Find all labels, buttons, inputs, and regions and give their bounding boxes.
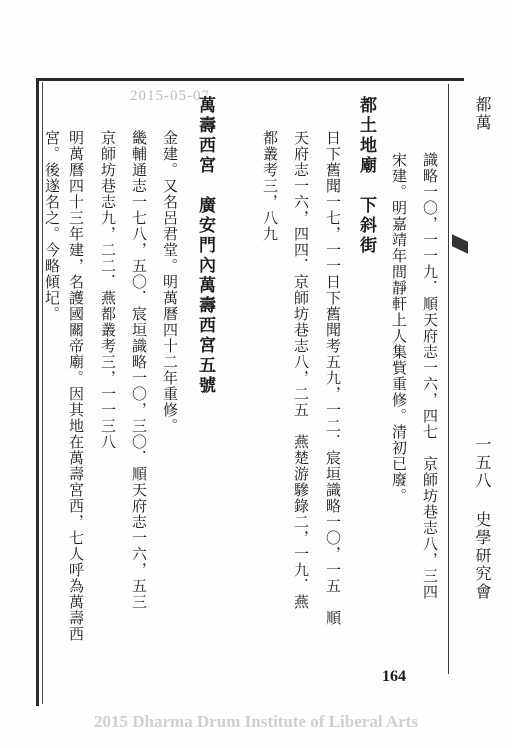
entry-heading-wanshouxigong: 萬壽西宮 廣安門內萬壽西宮五號 xyxy=(195,96,215,396)
text-column-6: 都叢考三，八九 xyxy=(261,130,279,242)
text-column-9: 畿輔通志一七八，五〇．宸垣識略一〇，三〇．順天府志一六，五三 xyxy=(130,130,148,610)
footer-watermark: 2015 Dharma Drum Institute of Liberal Arts xyxy=(94,712,418,731)
column-rule xyxy=(448,84,449,674)
text-column-12: 宮。後遂名之。今略傾圮。 xyxy=(43,130,61,322)
text-column-2: 宋建。明嘉靖年間靜軒上人集貲重修。清初已廢。 xyxy=(390,152,408,504)
text-column-8: 金建。又名呂君堂。明萬曆四十二年重修。 xyxy=(161,130,179,434)
page-border-left xyxy=(36,78,39,706)
page-border-top xyxy=(36,78,464,81)
header-marker xyxy=(452,234,468,253)
entry-heading-dutudimiao: 都土地廟 下斜街 xyxy=(356,96,376,256)
text-column-11: 明萬曆四十三年建，名護國關帝廟。因其地在萬壽宮西，七人呼為萬壽西 xyxy=(67,130,85,642)
running-header-page: 一五八 史學研究會 xyxy=(473,436,492,601)
watermark-date: 2015-05-07 xyxy=(130,88,210,104)
running-header-title: 都萬 xyxy=(473,96,492,132)
page-number: 164 xyxy=(382,668,406,685)
text-column-1: 識略一〇，一一九．順天府志一六，四七 京師坊巷志八，三四 xyxy=(421,152,439,600)
text-column-5: 天府志一六，四四．京師坊巷志八，二五 燕楚游驂錄二，一九．燕 xyxy=(292,130,310,610)
text-column-4: 日下舊聞一七，一一日下舊聞考五九，一二．宸垣識略一〇，一五 順 xyxy=(324,130,342,626)
text-column-10: 京師坊巷志九，二二．燕都叢考三，一一三八 xyxy=(99,130,117,450)
